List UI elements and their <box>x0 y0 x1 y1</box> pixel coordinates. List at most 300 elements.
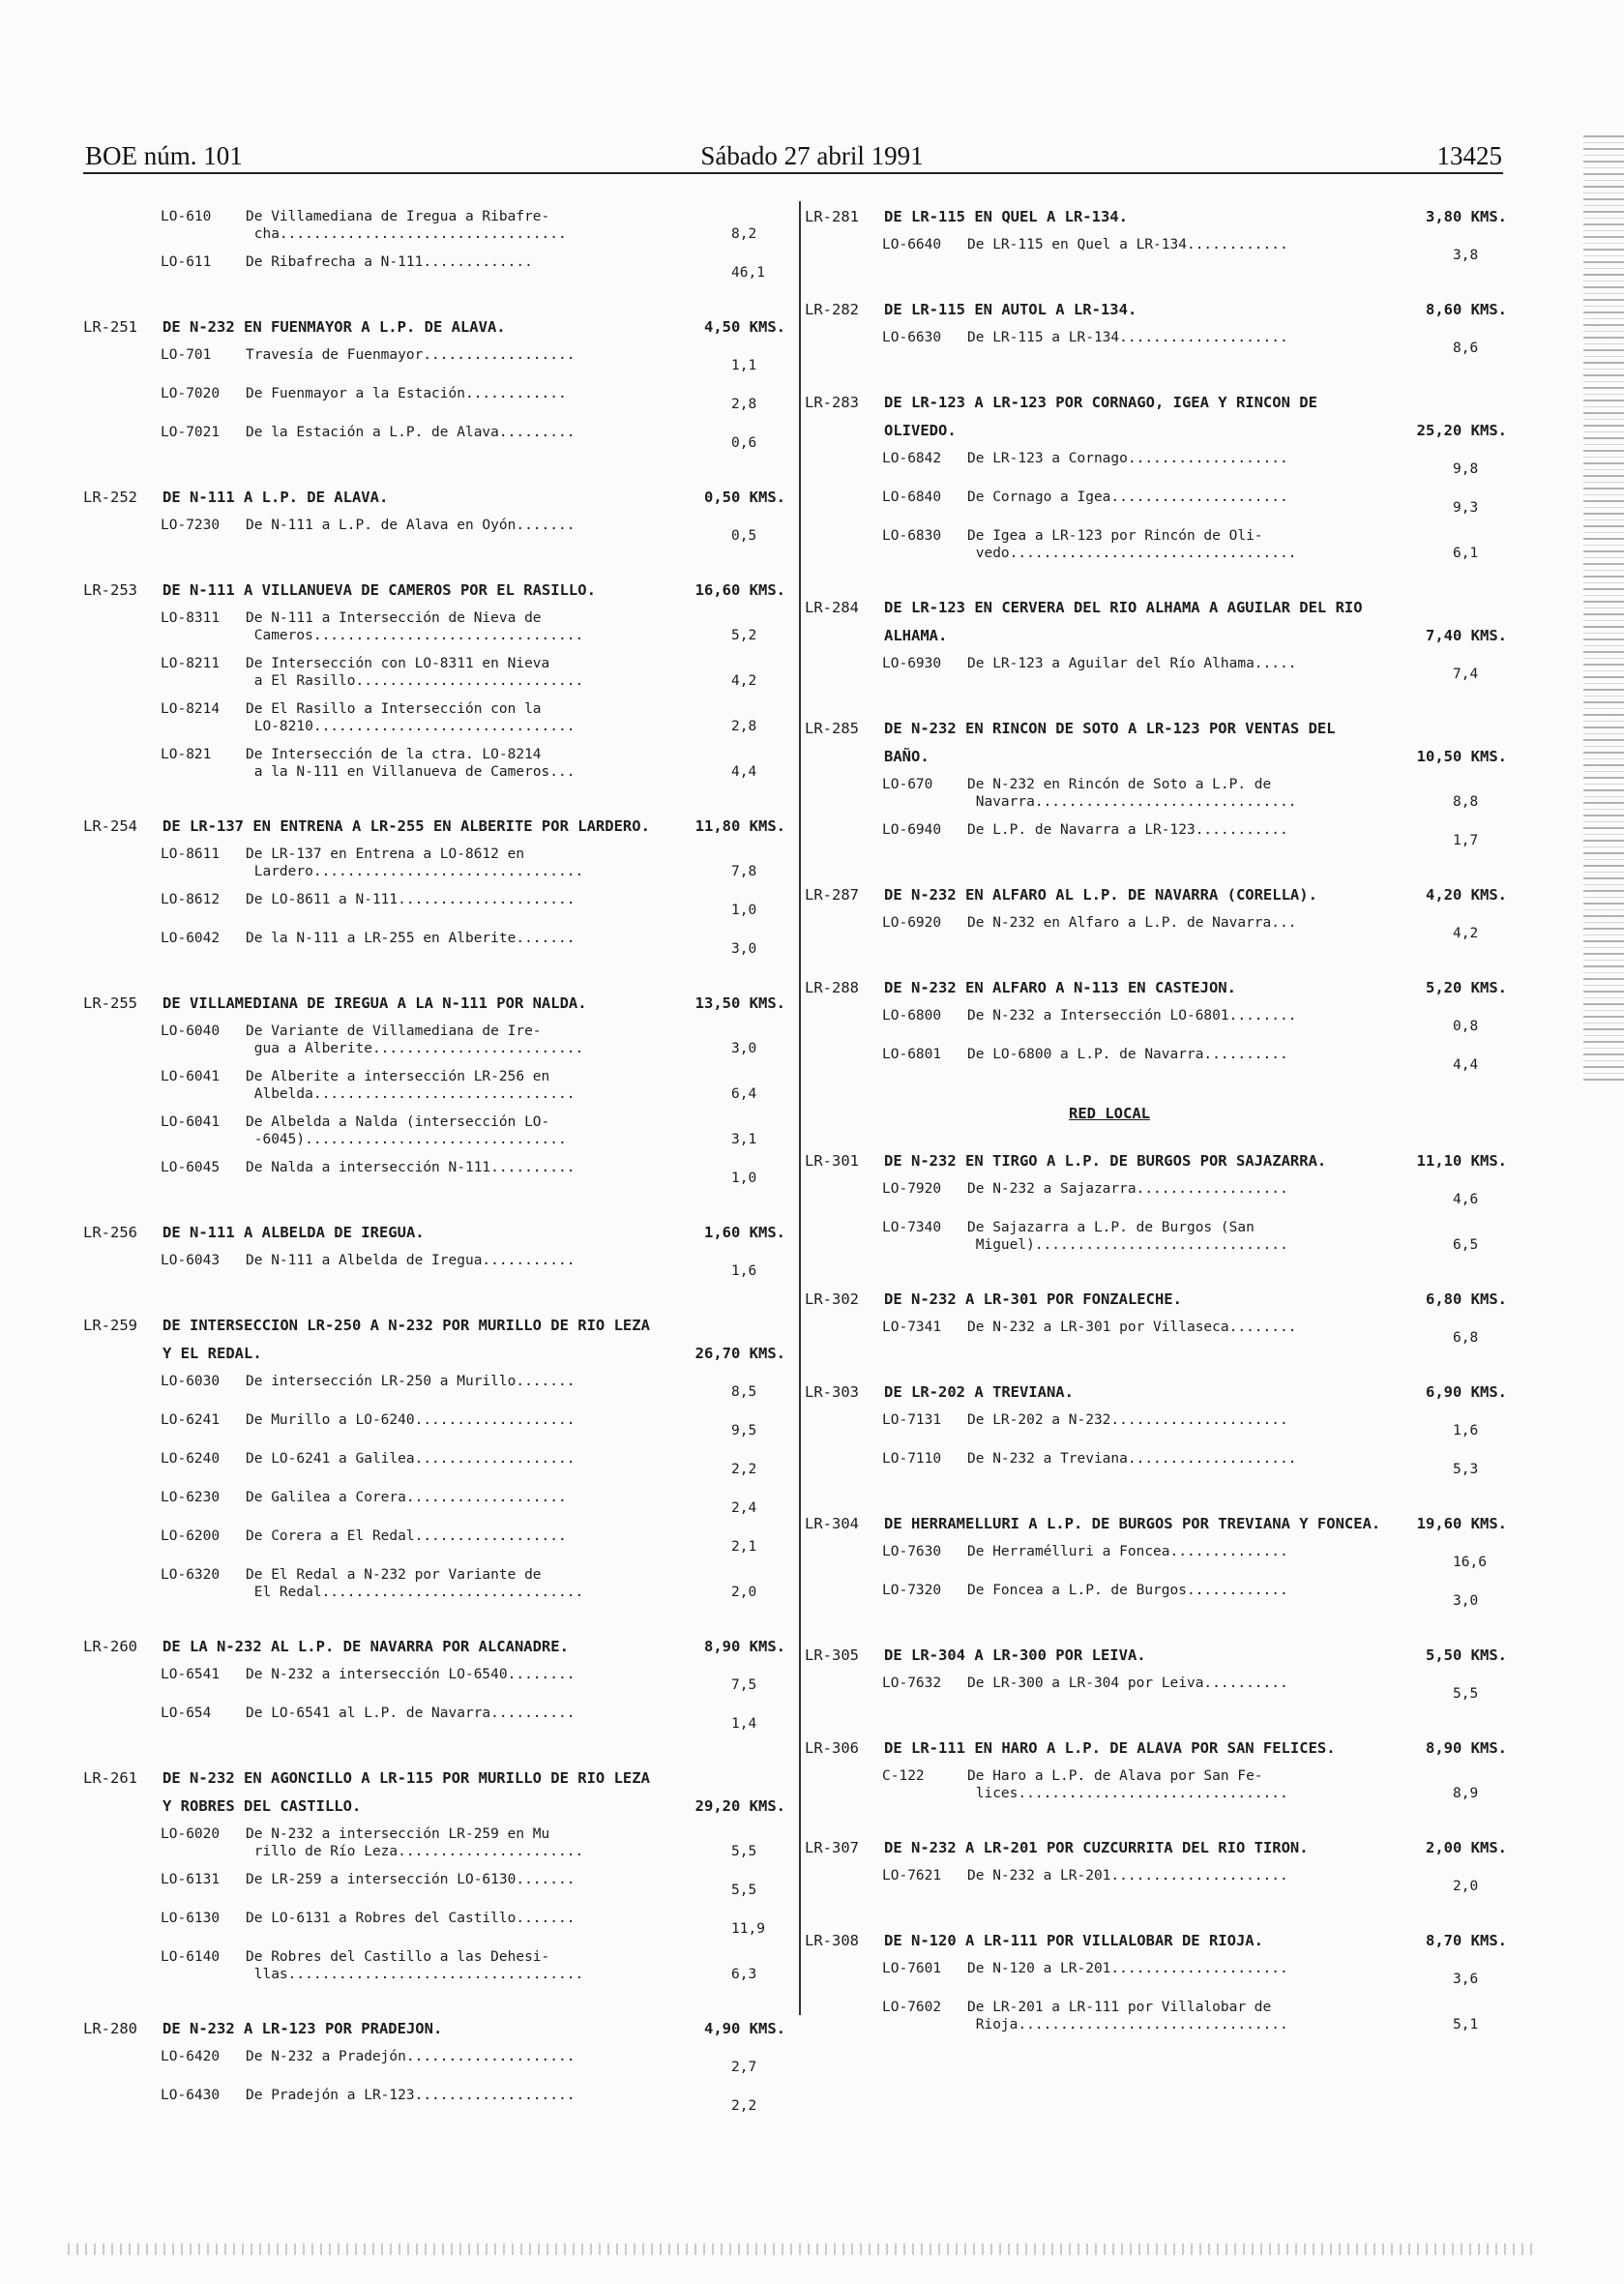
road-length: 3,80 KMS. <box>1426 208 1507 225</box>
segment-row <box>161 1661 789 1700</box>
segment-description: De LO-8611 a N-111..................... <box>246 892 576 907</box>
scan-bottom-noise <box>68 2243 1538 2255</box>
segment-code: LO-6840 <box>882 489 942 505</box>
road-title: DE LR-115 EN QUEL A LR-134. <box>884 208 1128 225</box>
segment-code: LO-7320 <box>882 1583 942 1598</box>
segment-km: 2,7 <box>731 2060 757 2075</box>
segment-code: LO-6930 <box>882 656 942 671</box>
road-length: 4,20 KMS. <box>1426 886 1507 904</box>
road-code: LR-301 <box>805 1152 859 1170</box>
road-entry <box>805 1147 1511 1260</box>
road-title: DE N-232 EN ALFARO A N-113 EN CASTEJON. <box>884 979 1236 996</box>
segment-km: 16,6 <box>1453 1555 1487 1570</box>
segment-km: 5,5 <box>731 1883 757 1898</box>
segment-km: 6,5 <box>1453 1237 1479 1253</box>
road-header <box>83 484 789 512</box>
road-title: DE N-232 EN ALFARO AL L.P. DE NAVARRA (CORELLA). <box>884 886 1317 904</box>
page-number: 13425 <box>1436 141 1502 170</box>
segment-km: 1,0 <box>731 1171 757 1186</box>
segment-description: Travesía de Fuenmayor.................. <box>246 347 576 363</box>
road-length: 4,90 KMS. <box>704 2020 785 2037</box>
segment-code: LO-6130 <box>161 1911 221 1926</box>
road-header <box>83 990 789 1018</box>
segment-km: 7,8 <box>731 864 757 879</box>
segment-description: De N-111 a L.P. de Alava en Oyón....... <box>246 518 576 533</box>
segment-code: LO-6541 <box>161 1667 221 1682</box>
road-entry <box>83 1765 789 1989</box>
segment-code: LO-6140 <box>161 1949 221 1965</box>
segment-row <box>882 650 1511 689</box>
segment-code: LO-6041 <box>161 1069 221 1084</box>
segment-description: De El Redal a N-232 por Variante de El Redal............................... <box>246 1567 584 1600</box>
road-length: 13,50 KMS. <box>694 994 785 1012</box>
road-code: LR-283 <box>805 394 859 411</box>
segment-description: De LR-300 a LR-304 por Leiva.......... <box>967 1676 1288 1691</box>
segment-km: 8,2 <box>731 226 757 242</box>
road-title: DE INTERSECCION LR-250 A N-232 POR MURILLO DE RIO LEZA Y EL REDAL. <box>162 1317 650 1362</box>
segment-km: 7,5 <box>731 1677 757 1693</box>
segment-km: 9,8 <box>1453 461 1479 477</box>
segment-km: 2,4 <box>731 1500 757 1516</box>
road-length: 11,10 KMS. <box>1416 1152 1507 1170</box>
segment-description: De N-111 a Albelda de Iregua........... <box>246 1253 576 1268</box>
road-header <box>805 715 1511 771</box>
road-header <box>83 577 789 605</box>
road-length: 0,50 KMS. <box>704 489 785 506</box>
header-rule <box>83 172 1503 174</box>
road-entry <box>805 1379 1511 1484</box>
segment-code: LO-7021 <box>161 425 221 440</box>
road-code: LR-251 <box>83 318 137 336</box>
road-code: LR-253 <box>83 581 137 599</box>
segment-description: De N-120 a LR-201..................... <box>967 1961 1288 1976</box>
segment-row <box>882 1314 1511 1352</box>
segment-description: De Ribafrecha a N-111............. <box>246 254 533 270</box>
segment-row <box>161 341 789 380</box>
segment-row <box>161 2043 789 2082</box>
road-entry <box>805 1286 1511 1352</box>
segment-row <box>882 1862 1511 1901</box>
road-title: DE LR-111 EN HARO A L.P. DE ALAVA POR SAN FELICES. <box>884 1739 1336 1757</box>
segment-code: LO-7602 <box>882 2000 942 2015</box>
road-entry <box>805 1927 1511 2039</box>
segment-description: De Nalda a intersección N-111.......... <box>246 1160 576 1175</box>
segment-code: LO-611 <box>161 254 212 270</box>
segment-description: De Alberite a intersección LR-256 en Albelda............................... <box>246 1069 576 1102</box>
segment-row <box>882 1407 1511 1445</box>
segment-code: LO-7110 <box>882 1451 942 1467</box>
road-header <box>805 594 1511 650</box>
road-length: 8,70 KMS. <box>1426 1932 1507 1949</box>
segment-description: De LR-115 a LR-134.................... <box>967 330 1288 345</box>
segment-km: 9,3 <box>1453 500 1479 516</box>
issue-date: Sábado 27 abril 1991 <box>700 141 924 170</box>
segment-code: LO-6241 <box>161 1412 221 1428</box>
road-title: DE N-232 A LR-301 POR FONZALECHE. <box>884 1290 1182 1308</box>
road-code: LR-285 <box>805 720 859 737</box>
segment-row <box>882 1214 1511 1260</box>
segment-code: LO-6320 <box>161 1567 221 1583</box>
segment-row <box>882 1763 1511 1808</box>
segment-description: De N-232 en Rincón de Soto a L.P. de Navarra............................... <box>967 777 1297 810</box>
segment-description: De Galilea a Corera................... <box>246 1490 567 1505</box>
road-code: LR-280 <box>83 2020 137 2037</box>
road-title: DE LR-304 A LR-300 POR LEIVA. <box>884 1646 1146 1664</box>
segment-description: De N-232 a Pradejón.................... <box>246 2049 576 2064</box>
scan-edge-noise <box>1583 135 1624 1083</box>
road-title: DE N-111 A ALBELDA DE IREGUA. <box>162 1224 425 1241</box>
road-title: DE LR-123 EN CERVERA DEL RIO ALHAMA A AGUILAR DEL RIO ALHAMA. <box>884 599 1363 644</box>
road-header <box>83 1312 789 1368</box>
segment-description: De N-232 a Sajazarra.................. <box>967 1181 1288 1197</box>
segment-code: LO-7632 <box>882 1676 942 1691</box>
segment-code: LO-6801 <box>882 1047 942 1062</box>
segment-code: LO-6420 <box>161 2049 221 2064</box>
segment-row <box>161 925 789 964</box>
segment-row <box>882 1577 1511 1616</box>
segment-description: De LO-6541 al L.P. de Navarra.......... <box>246 1706 576 1721</box>
road-title: DE N-232 A LR-201 POR CUZCURRITA DEL RIO TIRON. <box>884 1839 1309 1856</box>
segment-row <box>882 231 1511 270</box>
road-title: DE LR-137 EN ENTRENA A LR-255 EN ALBERITE POR LARDERO. <box>162 817 650 835</box>
segment-description: De N-232 a LR-201..................... <box>967 1868 1288 1884</box>
segment-km: 5,3 <box>1453 1462 1479 1477</box>
road-title: DE LR-123 A LR-123 POR CORNAGO, IGEA Y RINCON DE OLIVEDO. <box>884 394 1317 439</box>
segment-description: De El Rasillo a Intersección con la LO-8210............................... <box>246 701 576 734</box>
segment-km: 1,6 <box>731 1263 757 1279</box>
segment-description: De N-232 a LR-301 por Villaseca........ <box>967 1320 1297 1335</box>
road-entry <box>83 313 789 458</box>
segment-code: LO-8211 <box>161 656 221 671</box>
segment-description: De Intersección con LO-8311 en Nieva a El Rasillo........................... <box>246 656 584 689</box>
road-entry <box>83 1312 789 1607</box>
road-code: LR-261 <box>83 1769 137 1787</box>
segment-code: LO-654 <box>161 1706 212 1721</box>
road-length: 8,90 KMS. <box>1426 1739 1507 1757</box>
segment-row <box>882 1445 1511 1484</box>
road-title: DE LR-202 A TREVIANA. <box>884 1383 1074 1401</box>
road-code: LR-260 <box>83 1638 137 1655</box>
segment-km: 3,0 <box>1453 1593 1479 1609</box>
road-entry <box>83 1633 789 1738</box>
segment-code: LO-8612 <box>161 892 221 907</box>
road-code: LR-304 <box>805 1515 859 1532</box>
segment-row <box>882 1670 1511 1708</box>
segment-row <box>882 445 1511 484</box>
segment-description: De N-232 a Intersección LO-6801........ <box>967 1008 1297 1023</box>
segment-row <box>161 1154 789 1193</box>
segment-code: LO-7601 <box>882 1961 942 1976</box>
segment-km: 8,9 <box>1453 1786 1479 1801</box>
segment-description: De Intersección de la ctra. LO-8214 a la N-111 en Villanueva de Cameros... <box>246 747 576 780</box>
segment-code: LO-6020 <box>161 1826 221 1842</box>
road-code: LR-284 <box>805 599 859 616</box>
segment-description: De Corera a El Redal.................. <box>246 1528 567 1544</box>
segment-code: LO-6043 <box>161 1253 221 1268</box>
segment-row <box>882 1041 1511 1080</box>
segment-row <box>161 650 789 696</box>
segment-km: 5,1 <box>1453 2017 1479 2032</box>
road-header <box>805 1927 1511 1955</box>
left-column <box>83 203 789 2147</box>
segment-row <box>882 909 1511 948</box>
segment-row <box>161 1943 789 1989</box>
segment-km: 8,5 <box>731 1384 757 1400</box>
road-entry <box>83 203 789 287</box>
segment-row <box>161 1905 789 1943</box>
segment-code: LO-7630 <box>882 1544 942 1559</box>
segment-row <box>882 484 1511 522</box>
road-entry <box>805 1510 1511 1616</box>
road-code: LR-303 <box>805 1383 859 1401</box>
road-header <box>805 1286 1511 1314</box>
road-entry <box>805 1735 1511 1808</box>
segment-code: LO-6041 <box>161 1114 221 1130</box>
segment-code: LO-6430 <box>161 2088 221 2103</box>
segment-row <box>161 1866 789 1905</box>
segment-row <box>882 771 1511 816</box>
road-code: LR-282 <box>805 301 859 318</box>
segment-description: De Robres del Castillo a las Dehesi- llas................................... <box>246 1949 584 1982</box>
road-code: LR-252 <box>83 489 137 506</box>
segment-description: De LR-202 a N-232..................... <box>967 1412 1288 1428</box>
road-entry <box>805 389 1511 568</box>
road-header <box>805 203 1511 231</box>
segment-code: LO-6131 <box>161 1872 221 1887</box>
road-header <box>805 1834 1511 1862</box>
segment-km: 4,6 <box>1453 1192 1479 1207</box>
road-entry <box>805 715 1511 855</box>
segment-km: 5,5 <box>1453 1686 1479 1702</box>
segment-description: De Fuenmayor a la Estación............ <box>246 386 567 401</box>
segment-code: LO-6045 <box>161 1160 221 1175</box>
segment-row <box>161 1063 789 1109</box>
road-entry <box>805 203 1511 270</box>
segment-code: LO-7131 <box>882 1412 942 1428</box>
segment-description: De Variante de Villamediana de Ire- gua a Alberite......................... <box>246 1023 584 1056</box>
road-header <box>83 1765 789 1821</box>
road-length: 2,00 KMS. <box>1426 1839 1507 1856</box>
road-length: 8,60 KMS. <box>1426 301 1507 318</box>
segment-code: LO-6040 <box>161 1023 221 1039</box>
segment-km: 1,7 <box>1453 833 1479 848</box>
road-code: LR-255 <box>83 994 137 1012</box>
road-code: LR-287 <box>805 886 859 904</box>
segment-description: De Herramélluri a Foncea.............. <box>967 1544 1288 1559</box>
road-title: DE N-232 A LR-123 POR PRADEJON. <box>162 2020 443 2037</box>
segment-description: De LO-6800 a L.P. de Navarra.......... <box>967 1047 1288 1062</box>
road-length: 6,80 KMS. <box>1426 1290 1507 1308</box>
segment-km: 6,3 <box>731 1967 757 1982</box>
segment-row <box>161 512 789 550</box>
segment-description: De LR-123 a Aguilar del Río Alhama..... <box>967 656 1297 671</box>
road-length: 7,40 KMS. <box>1426 627 1507 644</box>
road-entry <box>83 1219 789 1286</box>
road-entry <box>83 484 789 550</box>
segment-km: 2,2 <box>731 2098 757 2114</box>
road-code: LR-308 <box>805 1932 859 1949</box>
segment-description: De Pradejón a LR-123................... <box>246 2088 576 2103</box>
segment-description: De N-111 a Intersección de Nieva de Cameros................................ <box>246 610 584 643</box>
road-entry <box>83 990 789 1193</box>
road-length: 8,90 KMS. <box>704 1638 785 1655</box>
segment-description: De LR-137 en Entrena a LO-8612 en Lardero................................ <box>246 846 584 879</box>
segment-code: LO-6842 <box>882 451 942 466</box>
segment-km: 3,8 <box>1453 248 1479 263</box>
segment-code: LO-7920 <box>882 1181 942 1197</box>
road-length: 11,80 KMS. <box>694 817 785 835</box>
segment-km: 2,8 <box>731 719 757 734</box>
segment-description: De LR-259 a intersección LO-6130....... <box>246 1872 576 1887</box>
road-header <box>805 881 1511 909</box>
segment-km: 4,4 <box>1453 1057 1479 1073</box>
segment-description: De Foncea a L.P. de Burgos............ <box>967 1583 1288 1598</box>
road-header <box>83 813 789 841</box>
segment-km: 1,0 <box>731 903 757 918</box>
segment-row <box>161 1523 789 1561</box>
segment-code: LO-7621 <box>882 1868 942 1884</box>
segment-code: LO-7230 <box>161 518 221 533</box>
road-length: 5,20 KMS. <box>1426 979 1507 996</box>
road-length: 6,90 KMS. <box>1426 1383 1507 1401</box>
segment-row <box>161 419 789 458</box>
segment-km: 11,9 <box>731 1921 765 1937</box>
segment-row <box>161 1445 789 1484</box>
road-code: LR-307 <box>805 1839 859 1856</box>
section-heading: RED LOCAL <box>1069 1105 1150 1122</box>
road-length: 26,70 KMS. <box>694 1345 785 1362</box>
segment-code: LO-6640 <box>882 237 942 252</box>
segment-row <box>882 1002 1511 1041</box>
segment-row <box>882 1955 1511 1994</box>
segment-code: LO-6800 <box>882 1008 942 1023</box>
segment-description: De LR-201 a LR-111 por Villalobar de Rioja................................ <box>967 2000 1288 2032</box>
segment-description: De la Estación a L.P. de Alava......... <box>246 425 576 440</box>
road-code: LR-306 <box>805 1739 859 1757</box>
road-code: LR-256 <box>83 1224 137 1241</box>
road-length: 1,60 KMS. <box>704 1224 785 1241</box>
road-title: DE N-111 A VILLANUEVA DE CAMEROS POR EL RASILLO. <box>162 581 596 599</box>
road-length: 19,60 KMS. <box>1416 1515 1507 1532</box>
segment-row <box>161 2082 789 2121</box>
road-header <box>805 1642 1511 1670</box>
segment-description: De LO-6131 a Robres del Castillo....... <box>246 1911 576 1926</box>
road-entry <box>805 594 1511 689</box>
segment-description: De Haro a L.P. de Alava por San Fe- lices................................ <box>967 1768 1288 1801</box>
road-length: 29,20 KMS. <box>694 1797 785 1815</box>
segment-code: LO-7020 <box>161 386 221 401</box>
segment-km: 3,1 <box>731 1132 757 1147</box>
segment-description: De intersección LR-250 a Murillo....... <box>246 1374 576 1389</box>
segment-km: 8,8 <box>1453 794 1479 810</box>
segment-row <box>882 1538 1511 1577</box>
road-entry <box>83 813 789 964</box>
journal-number: BOE núm. 101 <box>85 141 243 170</box>
segment-code: LO-610 <box>161 209 212 224</box>
road-title: DE LR-115 EN AUTOL A LR-134. <box>884 301 1137 318</box>
segment-description: De N-232 a intersección LO-6540........ <box>246 1667 576 1682</box>
road-code: LR-259 <box>83 1317 137 1334</box>
segment-code: LO-8611 <box>161 846 221 862</box>
segment-code: LO-821 <box>161 747 212 762</box>
segment-km: 2,2 <box>731 1462 757 1477</box>
segment-km: 1,4 <box>731 1716 757 1732</box>
segment-row <box>161 741 789 786</box>
segment-row <box>161 249 789 287</box>
road-title: DE N-111 A L.P. DE ALAVA. <box>162 489 389 506</box>
segment-km: 6,8 <box>1453 1330 1479 1346</box>
segment-km: 3,0 <box>731 941 757 957</box>
road-title: DE N-120 A LR-111 POR VILLALOBAR DE RIOJA. <box>884 1932 1263 1949</box>
segment-code: C-122 <box>882 1768 925 1784</box>
segment-code: LO-8214 <box>161 701 221 717</box>
road-code: LR-305 <box>805 1646 859 1664</box>
segment-km: 6,4 <box>731 1086 757 1102</box>
road-entry <box>805 974 1511 1080</box>
segment-row <box>161 1561 789 1607</box>
segment-row <box>161 605 789 650</box>
segment-description: De Igea a LR-123 por Rincón de Oli- vedo.................................. <box>967 528 1297 561</box>
road-code: LR-302 <box>805 1290 859 1308</box>
segment-km: 46,1 <box>731 265 765 281</box>
segment-code: LO-6200 <box>161 1528 221 1544</box>
segment-row <box>161 1247 789 1286</box>
segment-description: De LO-6241 a Galilea................... <box>246 1451 576 1467</box>
segment-row <box>882 1175 1511 1214</box>
segment-km: 0,6 <box>731 435 757 451</box>
segment-km: 4,4 <box>731 764 757 780</box>
segment-km: 4,2 <box>1453 926 1479 941</box>
segment-code: LO-670 <box>882 777 933 792</box>
road-header <box>805 1379 1511 1407</box>
road-header <box>805 389 1511 445</box>
segment-description: De LR-115 en Quel a LR-134............ <box>967 237 1288 252</box>
segment-description: De LR-123 a Cornago................... <box>967 451 1288 466</box>
road-code: LR-288 <box>805 979 859 996</box>
segment-row <box>161 380 789 419</box>
segment-description: De Sajazarra a L.P. de Burgos (San Miguel).............................. <box>967 1220 1288 1253</box>
segment-description: De N-232 a Treviana.................... <box>967 1451 1297 1467</box>
column-divider <box>799 201 801 2015</box>
road-entry <box>805 1834 1511 1901</box>
road-header <box>83 2015 789 2043</box>
road-entry <box>805 1642 1511 1708</box>
segment-code: LO-6940 <box>882 822 942 838</box>
segment-km: 1,1 <box>731 358 757 373</box>
road-header <box>805 974 1511 1002</box>
road-length: 16,60 KMS. <box>694 581 785 599</box>
segment-row <box>882 816 1511 855</box>
segment-km: 2,8 <box>731 397 757 412</box>
segment-code: LO-6630 <box>882 330 942 345</box>
segment-description: De Murillo a LO-6240................... <box>246 1412 576 1428</box>
segment-row <box>161 696 789 741</box>
segment-km: 1,6 <box>1453 1423 1479 1439</box>
road-length: 25,20 KMS. <box>1416 422 1507 439</box>
segment-description: De Albelda a Nalda (intersección LO- -6045)............................... <box>246 1114 567 1147</box>
road-title: DE LA N-232 AL L.P. DE NAVARRA POR ALCANADRE. <box>162 1638 569 1655</box>
road-title: DE N-232 EN FUENMAYOR A L.P. DE ALAVA. <box>162 318 506 336</box>
segment-description: De la N-111 a LR-255 en Alberite....... <box>246 931 576 946</box>
segment-code: LO-8311 <box>161 610 221 626</box>
road-title: DE N-232 EN AGONCILLO A LR-115 POR MURILLO DE RIO LEZA Y ROBRES DEL CASTILLO. <box>162 1769 650 1815</box>
road-header <box>805 1147 1511 1175</box>
segment-row <box>882 324 1511 363</box>
segment-row <box>161 1407 789 1445</box>
road-entry <box>83 2015 789 2121</box>
road-length: 10,50 KMS. <box>1416 748 1507 765</box>
road-title: DE N-232 EN TIRGO A L.P. DE BURGOS POR SAJAZARRA. <box>884 1152 1327 1170</box>
